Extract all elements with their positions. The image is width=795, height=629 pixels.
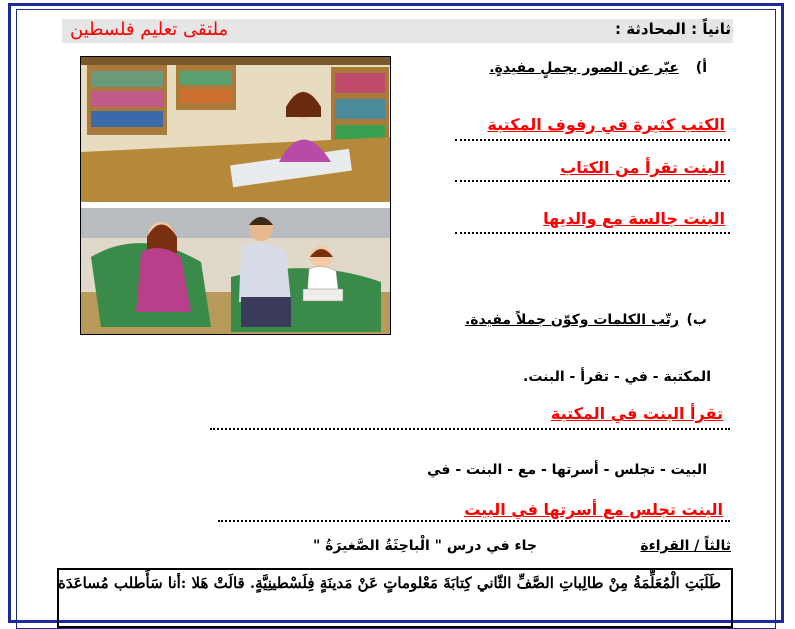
answer-line-b-2 <box>218 520 730 522</box>
answer-line-3 <box>455 232 730 234</box>
library-family-illustration <box>80 56 391 335</box>
reading-passage: طَلَبَتِ الْمُعَلِّمَةُ مِنْ طالِباتِ الصَّفِّ الثّاني كِتابَةَ مَعْلوماتٍ عَنْ مَدينَةٍ فِلَسْطينِيَّةٍ. قالَتْ هَلا :أنا سَأَطلب مُساعَدَة <box>58 574 721 592</box>
site-name: ملتقى تعليم فلسطين <box>70 19 229 40</box>
scrambled-words-1: المكتبة - في - تقرأ - البنت. <box>523 369 711 385</box>
part-a-label: أ) <box>695 60 707 76</box>
answer-line-2 <box>455 180 730 182</box>
part-b-instruction: رتّب الكلمات وكوّن جملاً مفيدة. <box>464 312 679 328</box>
answer-line-1 <box>455 139 730 141</box>
answer-line-b-1 <box>210 428 730 430</box>
reading-lesson-intro: جاء في درس " الْباحِثَةُ الصَّغيرَةُ " <box>313 538 537 554</box>
part-a-instruction: عبّر عن الصور بجملٍ مفيدةٍ. <box>489 60 679 76</box>
answer-b-2: البنت تجلس مع أسرتها في البيت <box>464 500 723 519</box>
answer-b-1: تقرأ البنت في المكتبة <box>550 404 723 423</box>
reading-section-title: ثالثاً / القراءة <box>640 538 731 554</box>
part-b-label: ب) <box>686 312 707 328</box>
answer-a-1: الكتب كثيرة في رفوف المكتبة <box>487 115 725 134</box>
answer-a-3: البنت جالسة مع والديها <box>543 209 725 228</box>
answer-a-2: البنت تقرأ من الكتاب <box>560 158 725 177</box>
conversation-section-title: ثانياً : المحادثة : <box>614 20 731 38</box>
scrambled-words-2: البيت - تجلس - أسرتها - مع - البنت - في <box>427 462 707 478</box>
